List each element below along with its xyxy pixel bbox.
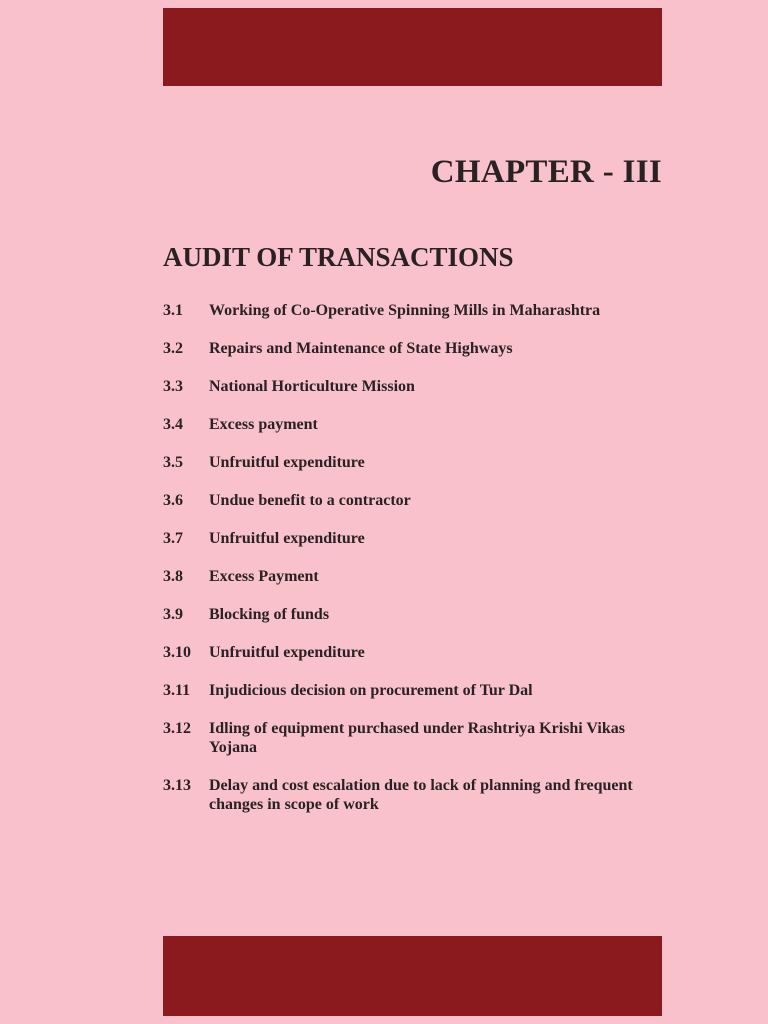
toc-item-title: Unfruitful expenditure xyxy=(209,530,365,547)
toc-item-title: Undue benefit to a contractor xyxy=(209,492,411,509)
toc-item-title: Idling of equipment purchased under Rashtriya Krishi Vikas Yojana xyxy=(209,720,625,756)
bottom-decorative-band xyxy=(163,936,662,1016)
toc-item-number: 3.7 xyxy=(163,530,183,547)
toc-item-number: 3.5 xyxy=(163,454,183,471)
toc-item xyxy=(163,567,668,586)
toc-item xyxy=(163,301,668,320)
toc-item-number: 3.2 xyxy=(163,340,183,357)
toc-item-title: Unfruitful expenditure xyxy=(209,644,365,661)
toc-item-title: Unfruitful expenditure xyxy=(209,454,365,471)
toc-item-title: Working of Co-Operative Spinning Mills in Maharashtra xyxy=(209,302,601,319)
toc-item-title: Repairs and Maintenance of State Highways xyxy=(209,340,513,357)
toc-item-title: Blocking of funds xyxy=(209,606,330,623)
toc-item-number: 3.1 xyxy=(163,302,183,319)
toc-item-title: Injudicious decision on procurement of Tur Dal xyxy=(209,682,533,699)
toc-item xyxy=(163,681,668,700)
toc-item-number: 3.10 xyxy=(163,644,191,661)
toc-item xyxy=(163,643,668,662)
toc-item xyxy=(163,491,668,510)
toc-item xyxy=(163,339,668,358)
toc-item xyxy=(163,377,668,396)
toc-item-title: Excess Payment xyxy=(209,568,319,585)
toc-item-number: 3.3 xyxy=(163,378,183,395)
table-of-contents xyxy=(163,301,668,833)
toc-item xyxy=(163,719,668,757)
chapter-heading: CHAPTER - III xyxy=(430,154,662,190)
toc-item-number: 3.12 xyxy=(163,720,191,737)
toc-item-number: 3.13 xyxy=(163,777,191,794)
toc-item-number: 3.8 xyxy=(163,568,183,585)
toc-item-title: Excess payment xyxy=(209,416,318,433)
toc-item xyxy=(163,453,668,472)
top-decorative-band xyxy=(163,8,662,86)
toc-item-title: National Horticulture Mission xyxy=(209,378,415,395)
toc-item-number: 3.9 xyxy=(163,606,183,623)
toc-item-title: Delay and cost escalation due to lack of planning and frequent changes in scope of work xyxy=(209,777,633,813)
toc-item-number: 3.4 xyxy=(163,416,183,433)
toc-item-number: 3.6 xyxy=(163,492,183,509)
section-title: AUDIT OF TRANSACTIONS xyxy=(163,242,514,272)
toc-item-number: 3.11 xyxy=(163,682,191,699)
toc-item xyxy=(163,415,668,434)
toc-item xyxy=(163,605,668,624)
toc-item xyxy=(163,776,668,814)
toc-item xyxy=(163,529,668,548)
